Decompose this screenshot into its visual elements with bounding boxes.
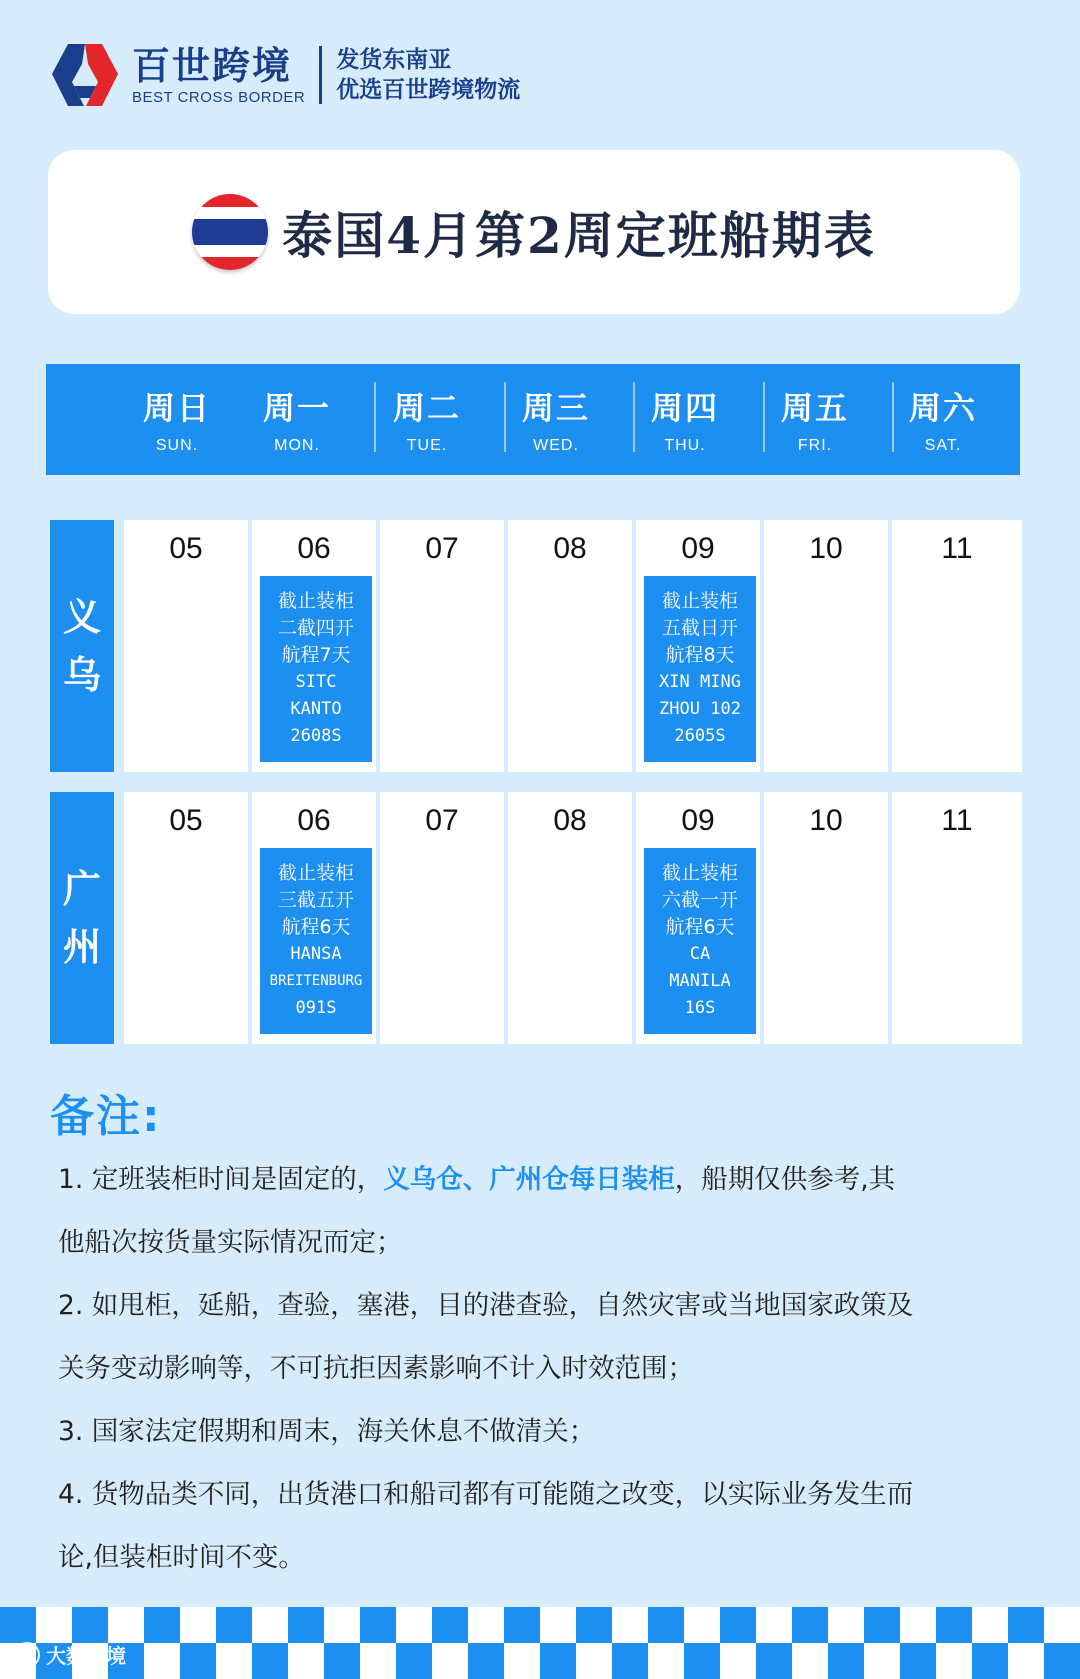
day-name-cn: 周二 [392,389,461,427]
checker-square [720,1607,756,1643]
day-name-en: SAT. [924,437,962,454]
day-name-en: TUE. [406,437,448,454]
date-number: 06 [297,532,331,565]
sailing-cutoff: 截止装柜 [661,590,738,612]
watermark-logo-icon: ◔ [14,1642,40,1668]
day-name-en: FRI. [797,437,833,454]
sailing-transit: 航程6天 [281,916,351,938]
day-cell-thu [636,792,760,1044]
checker-square [792,1607,828,1643]
sailing-cutoff: 截止装柜 [661,862,738,884]
checker-square [144,1607,180,1643]
note-3-line-1: 3. 国家法定假期和周末，海关休息不做清关； [58,1416,596,1447]
date-number: 11 [941,532,973,565]
day-header-wed [495,376,617,462]
brand-name-cn: 百世跨境 [132,43,293,88]
checker-square [612,1643,648,1679]
checker-square [576,1607,612,1643]
note-2-line-2: 关务变动影响等，不可抗拒因素影响不计入时效范围； [58,1353,694,1384]
checker-square [936,1607,972,1643]
brand-slogan [336,45,520,105]
sailing-days: 二截四开 [277,617,354,639]
watermark [14,1640,126,1669]
note-text: ，船期仅供参考,其 [674,1164,896,1195]
watermark-text: 大数跨境 [46,1644,126,1668]
day-cell-wed [508,520,632,772]
day-name-en: MON. [274,437,320,454]
title-card [48,150,1020,314]
vessel-name-2: ZHOU 102 [659,699,741,719]
slogan-line-1: 发货东南亚 [336,47,452,73]
route-label-char: 州 [62,925,101,969]
day-cell-sun [124,520,248,772]
day-name-cn: 周一 [262,389,331,427]
vessel-name: HANSA [290,944,342,964]
notes-title: 备注: [50,1091,162,1142]
note-text: 1. 定班装柜时间是固定的， [58,1164,384,1195]
day-name-en: SUN. [155,437,199,454]
checker-square [468,1643,504,1679]
schedule-row-guangzhou [50,792,1022,1044]
route-label-char: 乌 [62,653,101,697]
voyage-number: 16S [684,998,716,1018]
day-cell-fri [764,520,888,772]
sailing-card [260,576,372,762]
sailing-card [260,848,372,1034]
day-cell-sat [892,792,1022,1044]
day-cell-wed [508,792,632,1044]
brand-name-en: BEST CROSS BORDER [132,88,306,106]
checker-square [396,1643,432,1679]
date-number: 05 [169,804,203,837]
day-header-thu [624,376,746,462]
checker-square [756,1643,792,1679]
checker-square [1008,1607,1044,1643]
day-name-cn: 周六 [908,389,977,427]
route-label-char: 广 [62,867,101,911]
date-number: 05 [169,532,203,565]
checker-square [540,1643,576,1679]
checker-square [360,1607,396,1643]
voyage-number: 091S [295,998,337,1018]
brand-divider [319,46,322,104]
note-2-line-1: 2. 如甩柜，延船，查验，塞港，目的港查验，自然灾害或当地国家政策及 [58,1290,914,1321]
slogan-line-2: 优选百世跨境物流 [336,77,521,103]
sailing-cutoff: 截止装柜 [277,590,354,612]
day-cell-mon [252,792,376,1044]
day-cell-sun [124,792,248,1044]
sailing-transit: 航程6天 [665,916,735,938]
checker-square [504,1607,540,1643]
vessel-name: CA [689,944,711,964]
sailing-card [644,576,756,762]
checker-square [0,1607,36,1643]
sailing-days: 三截五开 [277,889,354,911]
day-header-fri [754,376,876,462]
checker-square [252,1643,288,1679]
note-1-line-1 [58,1148,1018,1211]
checker-square [900,1643,936,1679]
day-cell-tue [380,520,504,772]
note-4-line-2: 论,但装柜时间不变。 [58,1542,305,1573]
notes-list [58,1148,1018,1589]
note-4-line-1: 4. 货物品类不同，出货港口和船司都有可能随之改变，以实际业务发生而 [58,1479,914,1510]
sailing-transit: 航程7天 [281,644,351,666]
checker-square [684,1643,720,1679]
checker-square [648,1607,684,1643]
route-label-yiwu [50,520,114,772]
checker-square [324,1643,360,1679]
day-header-sat [882,376,1004,462]
voyage-number: 2608S [290,726,342,746]
day-name-cn: 周五 [780,389,849,427]
day-cell-thu [636,520,760,772]
date-number: 10 [809,532,843,565]
brand-logo-icon [50,42,120,108]
day-cell-sat [892,520,1022,772]
note-1-line-2: 他船次按货量实际情况而定； [58,1227,403,1258]
day-cell-tue [380,792,504,1044]
checker-square [864,1607,900,1643]
sailing-days: 五截日开 [661,617,738,639]
sailing-card [644,848,756,1034]
date-number: 07 [425,532,459,565]
day-header-tue [366,376,488,462]
day-name-cn: 周三 [521,389,590,427]
sailing-days: 六截一开 [661,889,738,911]
checker-square [180,1643,216,1679]
day-name-cn: 周日 [142,389,211,427]
footer-checker-pattern [0,1607,1080,1679]
note-highlight: 义乌仓、广州仓每日装柜 [383,1164,675,1195]
date-number: 09 [681,804,715,837]
weekday-header [46,364,1020,475]
sailing-cutoff: 截止装柜 [277,862,354,884]
date-number: 06 [297,804,331,837]
checker-square [1044,1643,1080,1679]
vessel-name-2: KANTO [290,699,342,719]
date-number: 07 [425,804,459,837]
checker-square [72,1607,108,1643]
route-label-guangzhou [50,792,114,1044]
vessel-name: SITC [295,672,337,692]
date-number: 08 [553,804,587,837]
day-name-en: THU. [664,437,706,454]
schedule-row-yiwu [50,520,1022,772]
date-number: 11 [941,804,973,837]
day-name-cn: 周四 [650,389,719,427]
vessel-name-2: MANILA [669,971,731,991]
day-header-mon [236,376,358,462]
checker-square [972,1643,1008,1679]
thailand-flag-icon [192,194,268,270]
checker-square [288,1607,324,1643]
day-cell-fri [764,792,888,1044]
checker-square [216,1607,252,1643]
day-cell-mon [252,520,376,772]
route-label-char: 义 [62,595,101,639]
page-title: 泰国4月第2周定班船期表 [282,206,876,265]
date-number: 10 [809,804,843,837]
checker-square [432,1607,468,1643]
date-number: 08 [553,532,587,565]
brand-header [50,40,520,110]
vessel-name: XIN MING [659,672,741,692]
voyage-number: 2605S [674,726,726,746]
date-number: 09 [681,532,715,565]
day-name-en: WED. [533,437,579,454]
sailing-transit: 航程8天 [665,644,735,666]
vessel-name-2: BREITENBURG [269,973,363,989]
checker-square [828,1643,864,1679]
day-header-sun [116,376,238,462]
